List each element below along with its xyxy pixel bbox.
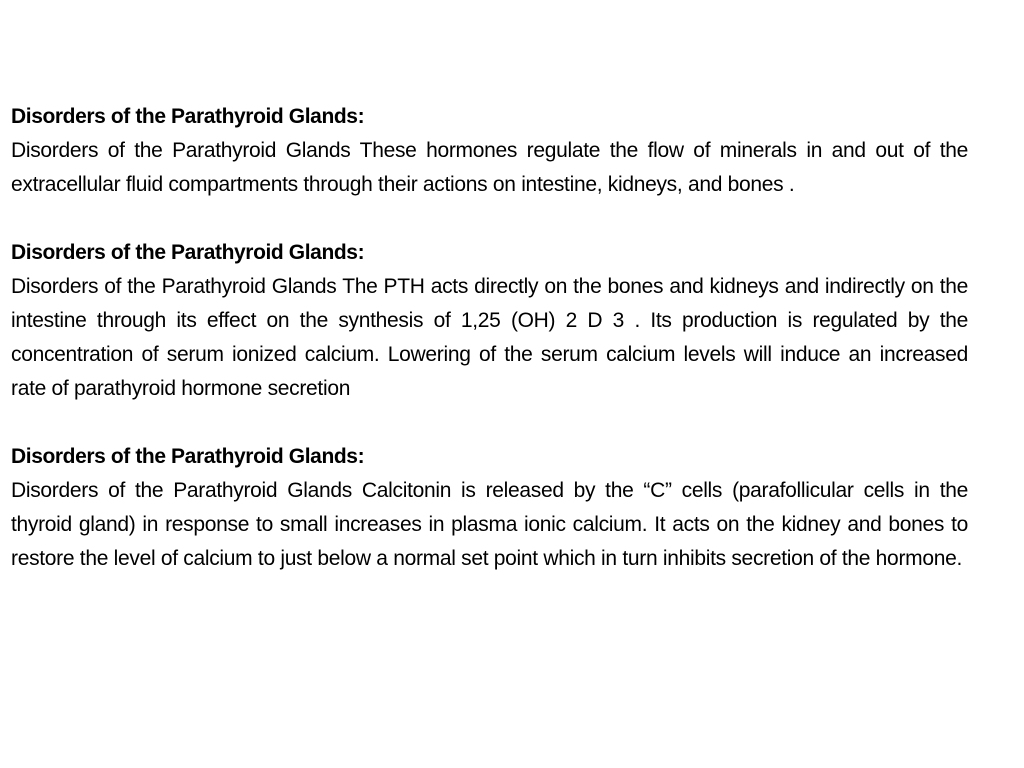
section-body: Disorders of the Parathyroid Glands Calcitonin is released by the “C” cells (parafollicular cells in the thyroid gland) in response to small increases in plasma ionic calcium. It acts on the kidney and bones to restore the level of calcium to just below a normal set point which in turn inhibits secretion of the hormone. [11, 479, 968, 570]
section-heading: Disorders of the Parathyroid Glands: [11, 445, 365, 468]
section-2 [11, 236, 968, 406]
section-3 [11, 440, 968, 576]
section-1 [11, 100, 968, 202]
section-body: Disorders of the Parathyroid Glands These hormones regulate the flow of minerals in and out of the extracellular fluid compartments through their actions on intestine, kidneys, and bones . [11, 139, 968, 196]
section-body: Disorders of the Parathyroid Glands The PTH acts directly on the bones and kidneys and indirectly on the intestine through its effect on the synthesis of 1,25 (OH) 2 D 3 . Its production is regulated by the concentration of serum ionized calcium. Lowering of the serum calcium levels will induce an increased rate of parathyroid hormone secretion [11, 275, 968, 400]
section-heading: Disorders of the Parathyroid Glands: [11, 105, 365, 128]
section-heading: Disorders of the Parathyroid Glands: [11, 241, 365, 264]
